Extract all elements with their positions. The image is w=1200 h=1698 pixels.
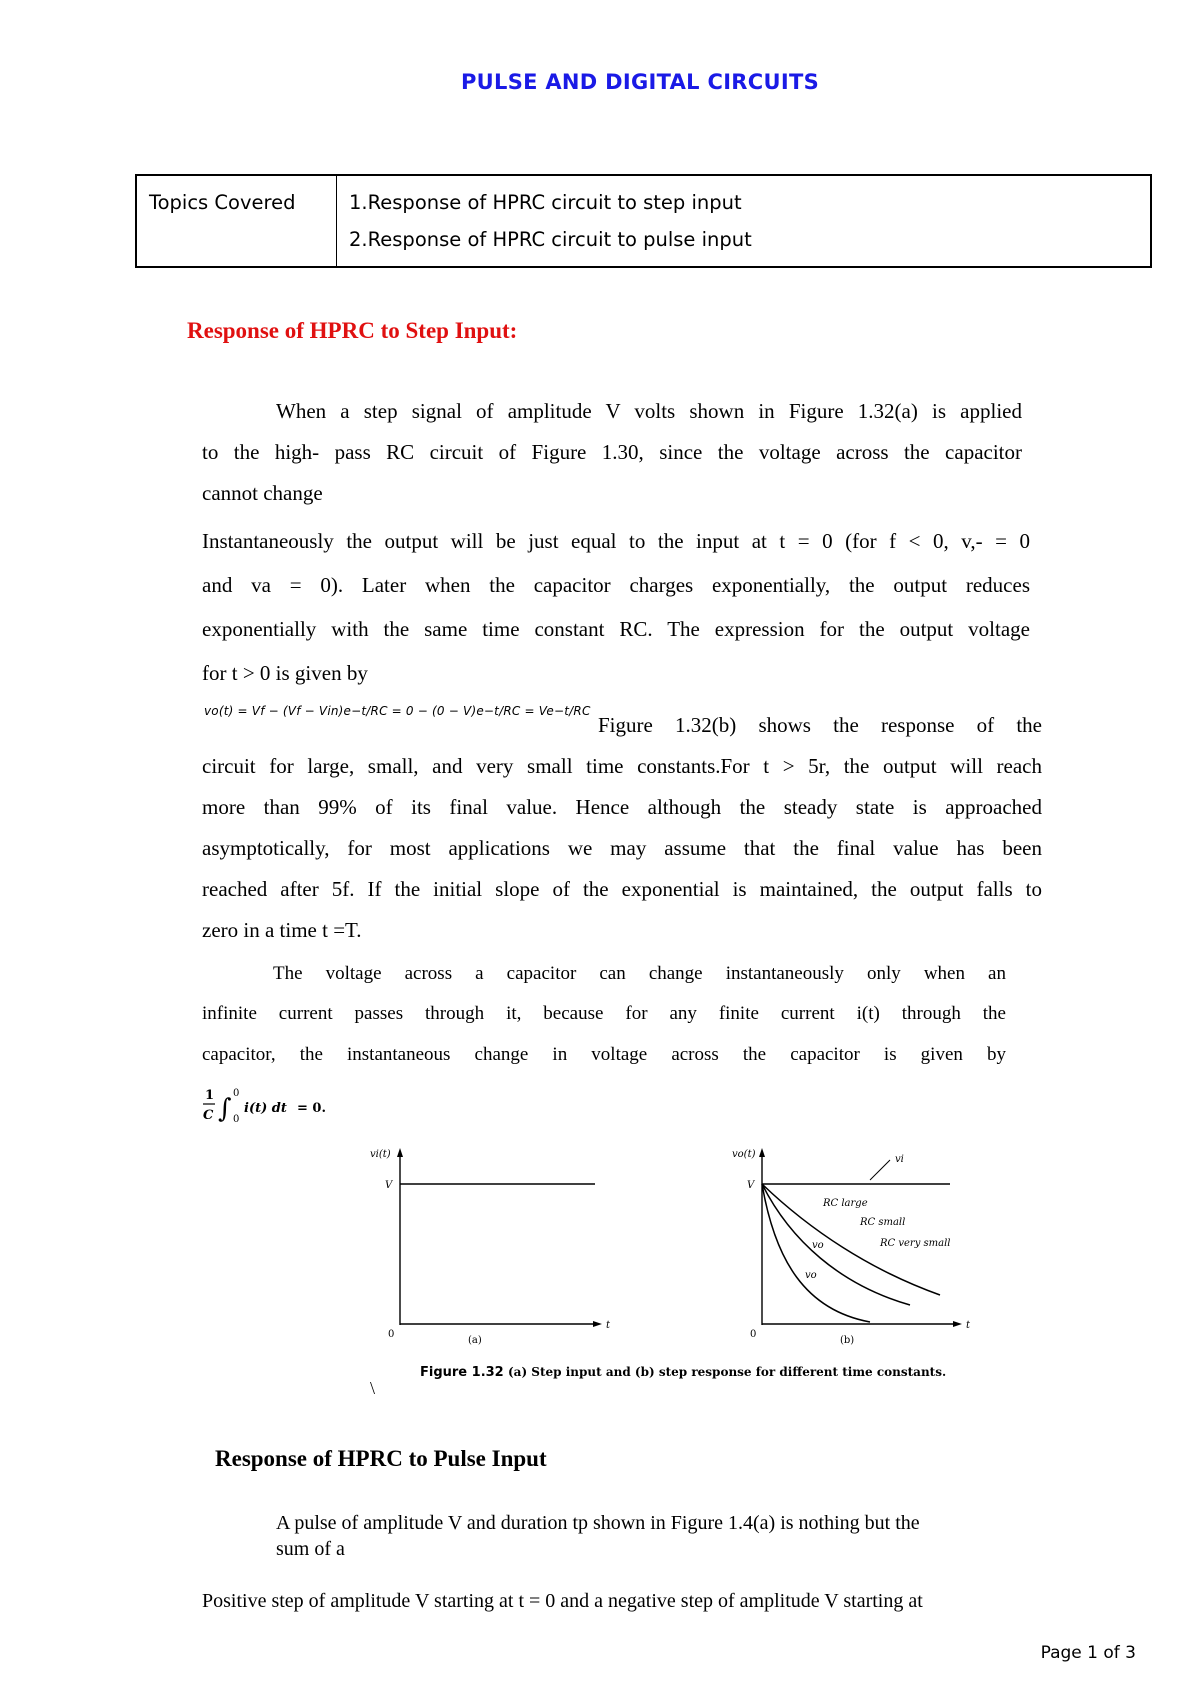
para-line: to the high- pass RC circuit of Figure 1.30, since the voltage across the capacitor [202, 440, 1022, 464]
para-line: asymptotically, for most applications we may assume that the final value has been [202, 836, 1042, 860]
fig-a-t: t [606, 1320, 611, 1331]
fig-b-tag: (b) [840, 1335, 855, 1346]
integral-formula [200, 1082, 340, 1128]
fig-b-origin: 0 [750, 1329, 757, 1340]
para-line: The voltage across a capacitor can change instantaneously only when an [273, 963, 1006, 984]
para-line: sum of a [276, 1538, 345, 1560]
para-line: Instantaneously the output will be just equal to the input at t = 0 (for f < 0, v,- = 0 [202, 529, 1030, 553]
svg-text:= 0.: = 0. [297, 1101, 326, 1116]
figure-caption-label: Figure 1.32 [420, 1365, 504, 1380]
para-line: Positive step of amplitude V starting at t = 0 and a negative step of amplitude V starting at [202, 1590, 923, 1612]
fig-b-vi-label: vi [895, 1154, 904, 1165]
figure-caption-text: (a) Step input and (b) step response for different time constants. [508, 1365, 947, 1379]
para-line: more than 99% of its final value. Hence although the steady state is approached [202, 795, 1042, 819]
fig-b-t: t [966, 1320, 971, 1331]
svg-text:0: 0 [233, 1114, 240, 1125]
topics-label: Topics Covered [136, 175, 337, 267]
svg-text:i(t) dt: i(t) dt [244, 1101, 287, 1116]
para-line: infinite current passes through it, because for any finite current i(t) through the [202, 1003, 1006, 1024]
para-line: capacitor, the instantaneous change in voltage across the capacitor is given by [202, 1044, 1006, 1065]
fig-b-ylabel: vo(t) [732, 1149, 756, 1160]
para-line: circuit for large, small, and very small time constants.For t > 5r, the output will reach [202, 754, 1042, 778]
para-line: and va = 0). Later when the capacitor charges exponentially, the output reduces [202, 573, 1030, 597]
fig-a-tag: (a) [468, 1335, 482, 1346]
stray-backslash: \ [370, 1378, 376, 1398]
para-line: reached after 5f. If the initial slope of the exponential is maintained, the output falls to [202, 877, 1042, 901]
section-heading-step: Response of HPRC to Step Input: [187, 318, 518, 343]
topics-table [135, 174, 1152, 268]
svg-text:1: 1 [205, 1088, 215, 1103]
page-number: Page 1 of 3 [1040, 1643, 1136, 1663]
para-line: zero in a time t =T. [202, 918, 362, 942]
fig-b-v-label: V [747, 1180, 755, 1191]
svg-text:0: 0 [233, 1088, 240, 1099]
svg-text:C: C [203, 1108, 214, 1123]
para-line: When a step signal of amplitude V volts shown in Figure 1.32(a) is applied [276, 399, 1022, 423]
figure-1-32 [350, 1140, 1000, 1390]
fig-a-origin: 0 [388, 1329, 395, 1340]
svg-text:∫: ∫ [218, 1094, 232, 1124]
para-line: Figure 1.32(b) shows the response of the [598, 713, 1042, 737]
para-line: A pulse of amplitude V and duration tp shown in Figure 1.4(a) is nothing but the [276, 1512, 920, 1534]
output-voltage-formula: vo(t) = Vf − (Vf − Vin)e−t/RC = 0 − (0 − V)e−t/RC = Ve−t/RC [204, 704, 591, 718]
topics-list [337, 175, 1152, 267]
para-line: exponentially with the same time constant RC. The expression for the output voltage [202, 617, 1030, 641]
fig-b-rc-small: RC small [860, 1217, 906, 1228]
topic-item: 2.Response of HPRC circuit to pulse input [349, 228, 752, 251]
fig-a-v-label: V [385, 1180, 393, 1191]
fig-b-vo-label: vo [805, 1270, 817, 1281]
section-heading-pulse: Response of HPRC to Pulse Input [215, 1446, 547, 1471]
para-line: for t > 0 is given by [202, 661, 368, 685]
fig-b-vo-label: vo [812, 1240, 824, 1251]
fig-b-rc-large: RC large [823, 1198, 868, 1209]
para-line: cannot change [202, 481, 323, 505]
topic-item: 1.Response of HPRC circuit to step input [349, 191, 742, 214]
fig-a-ylabel: vi(t) [370, 1149, 391, 1160]
fig-b-rc-vsmall: RC very small [880, 1238, 951, 1249]
page-title: PULSE AND DIGITAL CIRCUITS [460, 70, 820, 94]
